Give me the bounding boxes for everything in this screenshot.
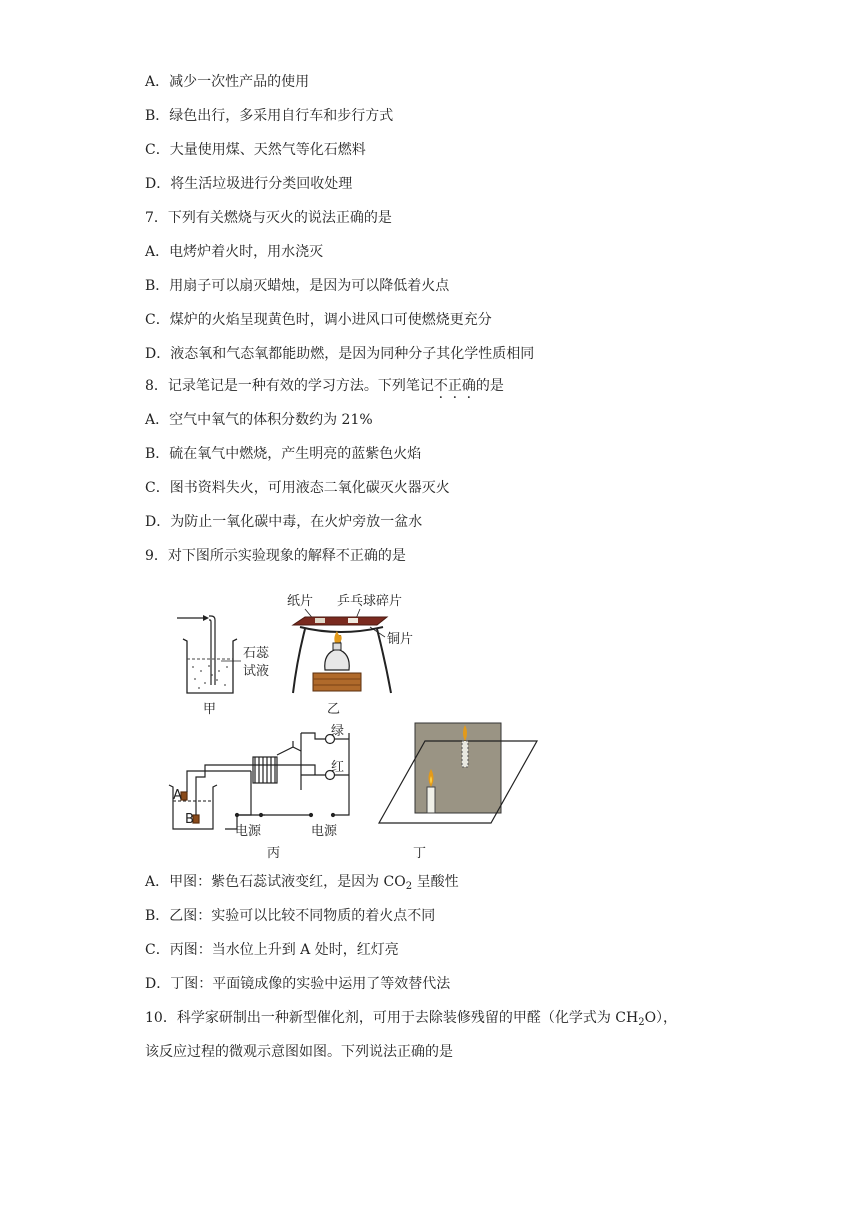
q8-option-c: C．图书资料失火，可用液态二氧化碳灭火器灭火	[145, 480, 450, 496]
label-jia: 甲	[203, 702, 217, 717]
q9-option-b: B．乙图：实验可以比较不同物质的着火点不同	[145, 908, 436, 924]
figure-bing	[169, 733, 349, 829]
q8-stem	[145, 377, 504, 395]
q8-stem-emphasis-3: 确	[461, 378, 476, 394]
label-A: A	[173, 788, 182, 803]
q6-option-c: C．大量使用煤、天然气等化石燃料	[145, 142, 366, 158]
q7-option-a: A．电烤炉着火时，用水浇灭	[145, 244, 324, 260]
q9-experiment-figure	[165, 585, 545, 865]
q8-stem-emphasis-1: 不	[433, 378, 448, 394]
label-B: B	[185, 812, 194, 827]
label-bing: 丙	[267, 846, 281, 861]
label-paper: 纸片	[287, 594, 314, 609]
q8-option-b: B．硫在氧气中燃烧，产生明亮的蓝紫色火焰	[145, 446, 422, 462]
q10-line1-post: O），	[644, 1010, 678, 1026]
q6-option-b: B．绿色出行，多采用自行车和步行方式	[145, 108, 394, 124]
q7-option-c: C．煤炉的火焰呈现黄色时，调小进风口可使燃烧更充分	[145, 312, 492, 328]
q6-option-a: A．减少一次性产品的使用	[145, 74, 310, 90]
label-pingpong: 乒乓球碎片	[337, 594, 403, 609]
q9-option-a-pre: A．甲图：紫色石蕊试液变红，是因为 CO	[145, 874, 406, 890]
figure-jia	[177, 615, 270, 717]
figure-yi	[287, 593, 413, 717]
q7-option-b: B．用扇子可以扇灭蜡烛，是因为可以降低着火点	[145, 278, 450, 294]
label-green: 绿	[331, 724, 345, 739]
label-ding: 丁	[413, 846, 427, 861]
q6-option-d: D．将生活垃圾进行分类回收处理	[145, 176, 353, 192]
q10-line1-sub: 2	[638, 1017, 645, 1028]
q7-option-d: D．液态氧和气态氧都能助燃，是因为同种分子其化学性质相同	[145, 346, 535, 362]
label-litmus-2: 试液	[243, 664, 270, 679]
q9-option-a-post: 呈酸性	[412, 874, 459, 890]
figure-ding	[379, 723, 537, 861]
label-power-1: 电源	[235, 824, 262, 839]
q9-stem: 9．对下图所示实验现象的解释不正确的是	[145, 548, 406, 564]
label-litmus-1: 石蕊	[243, 646, 270, 661]
q9-option-c: C．丙图：当水位上升到 A 处时，红灯亮	[145, 942, 399, 958]
q9-option-a-sub: 2	[405, 881, 413, 892]
label-copper: 铜片	[387, 632, 414, 647]
q8-option-a: A．空气中氧气的体积分数约为 21%	[145, 412, 373, 428]
label-yi: 乙	[327, 702, 341, 717]
figure-bing-labels	[173, 724, 344, 861]
q10-line1-pre: 10．科学家研制出一种新型催化剂，可用于去除装修残留的甲醛（化学式为 CH	[145, 1010, 639, 1026]
label-red: 红	[331, 760, 345, 775]
q8-stem-post: 的是	[475, 378, 504, 394]
q8-stem-emphasis-2: 正	[447, 378, 462, 394]
q9-option-a	[145, 873, 459, 891]
label-power-2: 电源	[311, 824, 338, 839]
q10-stem-line2: 该反应过程的微观示意图如图。下列说法正确的是	[145, 1044, 453, 1060]
q7-stem: 7．下列有关燃烧与灭火的说法正确的是	[145, 210, 392, 226]
q8-option-d: D．为防止一氧化碳中毒，在火炉旁放一盆水	[145, 514, 423, 530]
q9-option-d: D．丁图：平面镜成像的实验中运用了等效替代法	[145, 976, 451, 992]
q8-stem-pre: 8．记录笔记是一种有效的学习方法。下列笔记	[145, 378, 434, 394]
q10-stem-line1	[145, 1009, 677, 1027]
